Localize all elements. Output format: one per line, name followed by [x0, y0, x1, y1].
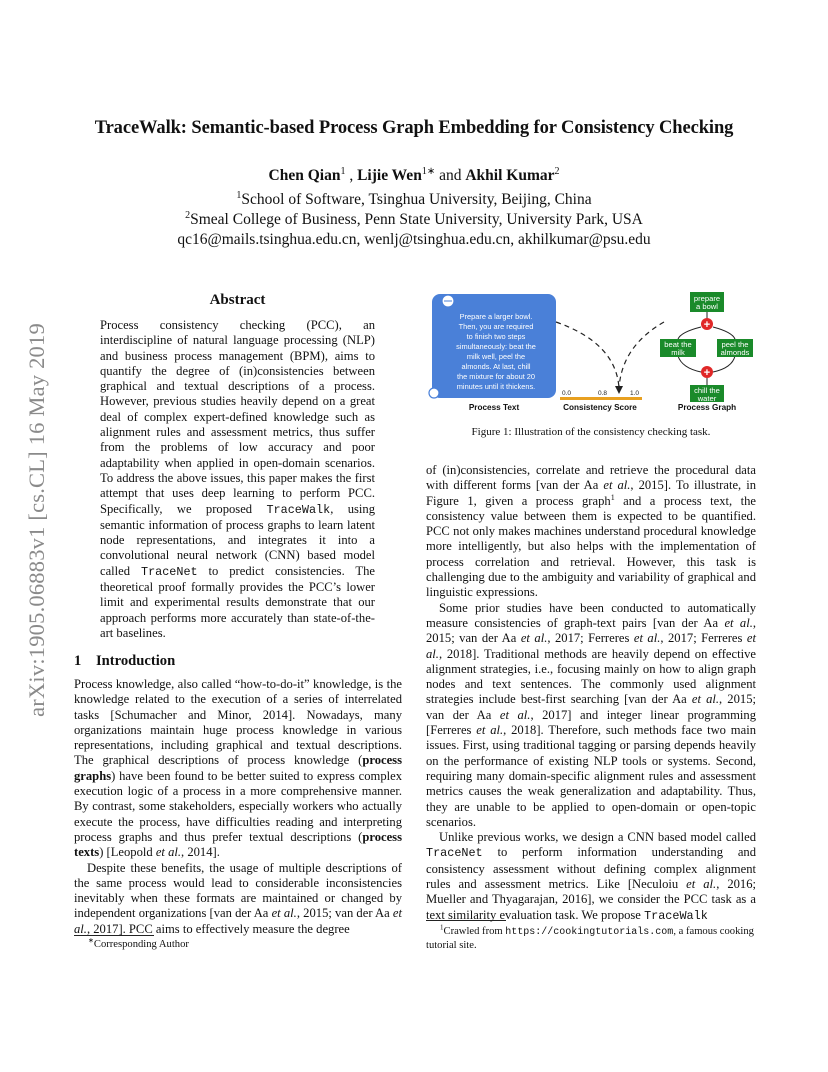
text-run: ) [Leopold: [99, 845, 156, 860]
gateway-symbol: +: [703, 367, 711, 379]
label-process-graph: Process Graph: [677, 403, 737, 412]
dashed-arrow-left: [556, 322, 619, 388]
scale-tick: 1.0: [630, 390, 640, 397]
footnote: [426, 925, 756, 952]
citation-etal: et al.: [155, 845, 182, 860]
text-run: , 2017; Ferreres: [660, 631, 747, 646]
abstract-heading: Abstract: [209, 292, 266, 308]
author-separator: and: [435, 167, 466, 184]
citation-etal: et al.: [520, 631, 548, 646]
footnote: [88, 936, 189, 950]
footnote-text: , a famous cooking tutorial site.: [426, 926, 754, 951]
text-run: , 2018]. Therefore, such methods face two main issues. First, using traditional tagging or parsing depends heavily on the performance of existing NLP tools or systems. Second, requiring many domain-specific alignment rules and assessment metrics causes the weak generalization and adaptability. Thus, they are unable to be applied to open-domain or open-topic scenarios.: [426, 723, 756, 829]
right-column-body: [426, 463, 756, 924]
abstract-text: to predict consistencies. The theoretical proof formally provides the PCC’s lower limit and experimental results demonstrate that our approach performs more accurately than state-of-the-art baselines.: [100, 563, 375, 640]
text-run: , 2017]. PCC aims to effectively measure the degree: [86, 921, 350, 936]
text-run: Unlike previous works, we design a CNN based model called: [439, 830, 756, 845]
author-affil-mark: 1∗: [421, 165, 436, 177]
graph-node-label: almonds: [720, 348, 750, 357]
text-run: and a process text, the consistency value between them is expected to be quantified. PCC not only makes machines understand procedural knowledge more intelligently, but also helps with the implementation of process correlation and retrieval. However, this task is challenging due to the ambiguity and variability of graphical and linguistic expressions.: [426, 493, 756, 600]
bubble-line: almonds. At last, chill: [461, 362, 531, 371]
affiliation-text: School of Software, Tsinghua University, Beijing, China: [241, 191, 592, 208]
figure-illustration: [426, 288, 756, 416]
code-name: TraceNet: [140, 564, 198, 579]
author-emails: qc16@mails.tsinghua.edu.cn, wenlj@tsinghua.edu.cn, akhilkumar@psu.edu: [177, 231, 651, 248]
figure-caption: Figure 1: Illustration of the consistency checking task.: [471, 426, 711, 438]
citation-etal: et al.: [603, 478, 631, 493]
text-run: to perform information understanding and consistency assessment without defining complex alignment rules and assessment metrics. Like [Neculoiu: [426, 845, 756, 892]
affiliation-mark: 2: [185, 209, 191, 221]
code-name: TraceWalk: [644, 908, 708, 923]
scale-tick: 0.0: [562, 390, 572, 397]
bold-term: process texts: [74, 829, 402, 860]
citation-etal: et al.: [691, 692, 720, 707]
footnote-rule: [426, 920, 506, 921]
text-run: Process knowledge, also called “how-to-do-it” knowledge, is the knowledge related to the execution of a series of interrelated tasks [Schumacher and Minor, 2014]. Nowadays, many organizations maintain huge process knowledge in various representations, including graphical and textual descriptions. The graphical descriptions of process knowledge (: [74, 677, 402, 768]
text-run: , 2015; van der Aa: [296, 906, 393, 921]
footnote-mark: 1: [610, 492, 615, 502]
abstract-text: , using semantic information of process graphs to learn latent node representations, and integrates it into a convolutional neural network (CNN) based model called: [100, 501, 376, 578]
text-run: , 2014].: [181, 845, 220, 860]
citation-etal: et al.: [724, 615, 753, 630]
affiliation: [60, 191, 768, 209]
author-list: [60, 167, 768, 185]
dashed-arrow-right: [619, 322, 664, 388]
paragraph: [74, 677, 402, 861]
graph-edge: [678, 356, 701, 372]
bubble-line: Prepare a larger bowl.: [459, 312, 533, 321]
bubble-line: simultaneously: beat the: [456, 342, 536, 351]
text-run: , 2017] and integer linear programming [Ferreres: [426, 707, 757, 738]
bubble-line: minutes until it thickens.: [456, 382, 536, 391]
footnote-mark: ∗: [88, 936, 94, 945]
footnote-text: Crawled from: [443, 926, 506, 937]
arrow-head-icon: [615, 386, 623, 394]
bold-term: process graphs: [74, 753, 402, 783]
affiliation-mark: 1: [236, 189, 242, 201]
graph-edge: [713, 356, 735, 372]
graph-node-label: prepare: [693, 294, 721, 303]
graph-node-label: beat the: [664, 340, 692, 349]
footnote-text: Corresponding Author: [93, 939, 189, 950]
affiliation-text: Smeal College of Business, Penn State University, University Park, USA: [190, 211, 643, 228]
bubble-line: to finish two steps: [466, 332, 526, 341]
text-run: of (in)consistencies, correlate and retrieve the procedural data with different forms [van der Aa: [426, 463, 756, 493]
graph-node-label: chill the: [694, 386, 720, 395]
citation-etal: et al.: [686, 877, 717, 892]
paper-title: TraceWalk: Semantic-based Process Graph Embedding for Consistency Checking: [94, 118, 734, 138]
graph-edge: [713, 327, 735, 339]
bubble-line: the mixture for about 20: [456, 372, 536, 381]
text-run: , 2018]. Traditional methods are heavily depend on effective alignment strategies, i.e., focusing mainly on how to align graph nodes and text sentences. The commonly used alignment strategies include best-first searching [van der Aa: [426, 646, 756, 707]
code-name: TraceWalk: [266, 502, 331, 517]
citation-etal: et al.: [74, 906, 402, 936]
text-run: , 2017; Ferreres: [547, 631, 634, 646]
author-name: Chen Qian: [268, 167, 341, 184]
graph-node-label: milk: [671, 348, 685, 357]
section-number: 1: [74, 653, 82, 669]
graph-node-label: peel the: [721, 340, 749, 349]
text-run: , 2015]. To illustrate, in Figure 1, given a process graph: [426, 478, 757, 508]
abstract-text: Process consistency checking (PCC), an interdiscipline of natural language processing (NLP) and business process management (BPM), aims to quantify the degree of (in)consistencies between graphical and textual descriptions of a process. However, previous studies heavily depend on a great deal of complex expert-defined knowledge such as alignment rules and assessment metrics, thus suffer from the problems of low accuracy and poor adaptability when applied in open-domain scenarios. To address the above issues, this paper makes the first attempt that uses deep learning to perform PCC. Specifically, we proposed: [100, 318, 375, 516]
section-title: Introduction: [96, 653, 176, 669]
author-name: Lijie Wen: [357, 167, 422, 184]
left-column-body: [74, 677, 402, 937]
text-run: , 2016; Mueller and Thyagarajan, 2016], we consider the PCC task as a text similarity evaluation task. We propose: [426, 877, 757, 922]
paragraph: [426, 830, 756, 924]
arxiv-stamp: [22, 280, 52, 760]
text-run: , 2015; van der Aa: [426, 615, 757, 646]
text-run: Despite these benefits, the usage of multiple descriptions of the same process would lead to considerable inconsistencies inevitably when these formats are maintained or changed by independent organizations [van der Aa: [74, 860, 402, 921]
bubble-tail-bottom-icon: [429, 388, 439, 398]
author-affil-mark: 2: [554, 165, 560, 177]
citation-etal: et al.: [633, 631, 661, 646]
graph-edge: [678, 327, 701, 339]
graph-node-label: a bowl: [696, 302, 718, 311]
code-name: TraceNet: [426, 846, 483, 861]
text-run: , 2015; van der Aa: [426, 692, 756, 722]
text-run: ) have been found to be better suited to express complex execution logic of a process in a more comprehensive manner. By contrast, some stakeholders, especially workers who actually execute the process, have difficulties reading and interpreting process graphs and thus prefer textual descriptions (: [74, 768, 402, 844]
consistency-scale-bar: [560, 397, 642, 400]
citation-etal: et al.: [271, 906, 297, 921]
footnote-mark: 1: [440, 923, 444, 932]
citation-etal: et al.: [426, 631, 756, 661]
section-heading: [74, 653, 175, 670]
label-consistency-score: Consistency Score: [563, 403, 637, 412]
author-name: Akhil Kumar: [465, 167, 555, 184]
footnote-rule: [74, 935, 154, 936]
scale-tick: 0.8: [598, 390, 608, 397]
abstract-body: [100, 318, 375, 641]
label-process-text: Process Text: [468, 403, 520, 412]
affiliation: [60, 211, 768, 229]
gateway-symbol: +: [703, 319, 711, 331]
citation-etal: et al.: [499, 707, 531, 722]
figure-1: [426, 288, 756, 416]
graph-node-label: water: [697, 394, 717, 403]
paragraph: [426, 463, 756, 601]
footnote-url: https://cookingtutorials.com: [505, 927, 674, 938]
author-affil-mark: 1: [340, 165, 346, 177]
paragraph: [74, 861, 402, 937]
author-separator: ,: [345, 167, 358, 184]
bubble-line: Then, you are required: [458, 322, 534, 331]
paragraph: [426, 601, 756, 830]
text-run: Some prior studies have been conducted to automatically measure consistencies of graph-text pairs [van der Aa: [426, 600, 756, 630]
arxiv-identifier: arXiv:1905.06883v1 [cs.CL] 16 May 2019: [24, 323, 49, 717]
citation-etal: et al.: [476, 723, 504, 738]
bubble-line: milk well, peel the: [466, 352, 526, 361]
